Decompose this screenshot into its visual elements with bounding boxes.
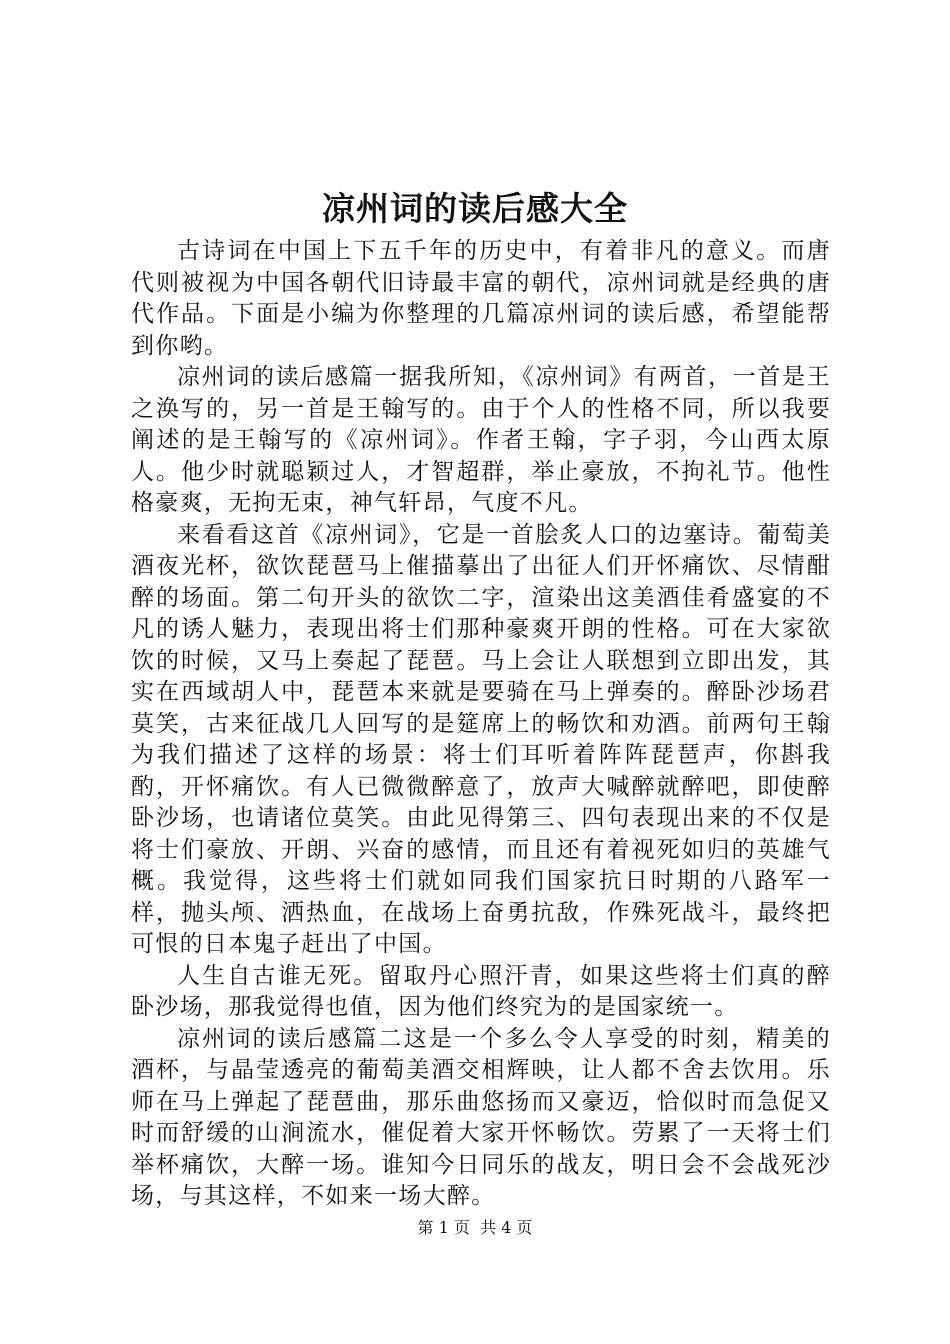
paragraph-intro: 古诗词在中国上下五千年的历史中，有着非凡的意义。而唐代则被视为中国各朝代旧诗最丰富的朝代，凉州词就是经典的唐代作品。下面是小编为你整理的几篇凉州词的读后感，希望能帮到你哟。 (131, 238, 831, 359)
document-title: 凉州词的读后感大全 (322, 189, 628, 228)
paragraph-part-two: 凉州词的读后感篇二这是一个多么令人享受的时刻，精美的酒杯，与晶莹透亮的葡萄美酒交相辉映，让人都不舍去饮用。乐师在马上弹起了琵琶曲，那乐曲悠扬而又豪迈，恰似时而急促又时而舒缓的山涧流水，催促着大家开怀畅饮。劳累了一天将士们举杯痛饮，大醉一场。谁知今日同乐的战友，明日会不会战死沙场，与其这样，不如来一场大醉。 (131, 1025, 831, 1209)
paragraph-reflection: 人生自古谁无死。留取丹心照汗青，如果这些将士们真的醉卧沙场，那我觉得也值，因为他们终究为的是国家统一。 (131, 962, 831, 1020)
page-number: 第 1 页 共 4 页 (417, 1218, 533, 1237)
paragraph-poem-analysis: 来看看这首《凉州词》，它是一首脍炙人口的边塞诗。葡萄美酒夜光杯，欲饮琵琶马上催描摹出了出征人们开怀痛饮、尽情酣醉的场面。第二句开头的欲饮二字，渲染出这美酒佳肴盛宴的不凡的诱人魅力，表现出将士们那种豪爽开朗的性格。可在大家欲饮的时候，又马上奏起了琵琶。马上会让人联想到立即出发，其实在西域胡人中，琵琶本来就是要骑在马上弹奏的。醉卧沙场君莫笑，古来征战几人回写的是筵席上的畅饮和劝酒。前两句王翰为我们描述了这样的场景：将士们耳听着阵阵琵琶声，你斟我酌，开怀痛饮。有人已微微醉意了，放声大喊醉就醉吧，即使醉卧沙场，也请诸位莫笑。由此见得第三、四句表现出来的不仅是将士们豪放、开朗、兴奋的感情，而且还有着视死如归的英雄气概。我觉得，这些将士们就如同我们国家抗日时期的八路军一样，抛头颅、洒热血，在战场上奋勇抗敌，作殊死战斗，最终把可恨的日本鬼子赶出了中国。 (131, 521, 831, 957)
page-footer (0, 1217, 950, 1239)
paragraph-part-one: 凉州词的读后感篇一据我所知，《凉州词》有两首，一首是王之涣写的，另一首是王翰写的。由于个人的性格不同，所以我要阐述的是王翰写的《凉州词》。作者王翰，字子羽，今山西太原人。他少时就聪颖过人，才智超群，举止豪放，不拘礼节。他性格豪爽，无拘无束，神气轩昂，气度不凡。 (131, 364, 831, 516)
document-body (131, 236, 831, 1213)
